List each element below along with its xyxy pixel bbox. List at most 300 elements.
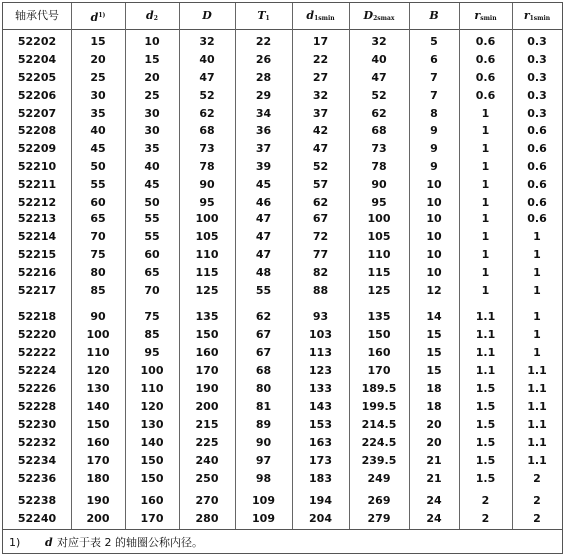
table-cell: 10 bbox=[426, 196, 442, 209]
table-cell: 25 bbox=[90, 71, 106, 84]
table-cell: 103 bbox=[309, 328, 332, 341]
table-cell: 1 bbox=[481, 212, 490, 225]
table-cell: 95 bbox=[371, 196, 387, 209]
table-cell: 7 bbox=[430, 71, 438, 84]
header-subscript: 1smin bbox=[314, 15, 335, 22]
bearing-code-cell: 52206 bbox=[17, 89, 57, 102]
table-cell: 100 bbox=[367, 212, 391, 225]
table-cell: 78 bbox=[199, 160, 215, 173]
table-cell: 204 bbox=[309, 512, 332, 525]
table-cell: 90 bbox=[90, 310, 106, 323]
column-header bbox=[459, 3, 512, 29]
bearing-code-cell: 52224 bbox=[17, 364, 57, 377]
table-cell: 22 bbox=[255, 35, 272, 48]
table-cell: 1 bbox=[481, 230, 490, 243]
header-symbol: D bbox=[202, 9, 212, 22]
header-symbol: D bbox=[363, 9, 374, 22]
table-cell: 200 bbox=[195, 400, 219, 413]
table-cell: 1 bbox=[533, 266, 541, 279]
table-cell: 1.1 bbox=[475, 346, 496, 359]
table-cell: 47 bbox=[199, 71, 215, 84]
column-header bbox=[235, 3, 292, 29]
table-cell: 52 bbox=[199, 89, 215, 102]
bearing-code-cell: 52204 bbox=[17, 53, 57, 66]
table-cell: 37 bbox=[255, 142, 272, 155]
table-cell: 32 bbox=[371, 35, 387, 48]
table-cell: 200 bbox=[86, 512, 110, 525]
table-cell: 0.3 bbox=[527, 53, 547, 66]
table-cell: 60 bbox=[144, 248, 160, 261]
table-cell: 55 bbox=[144, 230, 160, 243]
table-cell: 90 bbox=[255, 436, 272, 449]
table-cell: 0.6 bbox=[527, 142, 547, 155]
table-cell: 150 bbox=[86, 418, 110, 431]
bearing-code-cell: 52238 bbox=[17, 494, 57, 507]
table-cell: 73 bbox=[371, 142, 387, 155]
table-cell: 24 bbox=[426, 494, 442, 507]
header-subscript: smin bbox=[480, 15, 497, 22]
table-cell: 20 bbox=[426, 418, 442, 431]
table-cell: 30 bbox=[144, 107, 160, 120]
table-cell: 109 bbox=[252, 494, 275, 507]
bearing-code-cell: 52212 bbox=[17, 196, 57, 209]
table-cell: 80 bbox=[90, 266, 106, 279]
table-cell: 67 bbox=[255, 328, 272, 341]
table-cell: 0.6 bbox=[527, 212, 547, 225]
bearing-code-cell: 52213 bbox=[17, 212, 57, 225]
table-cell: 1 bbox=[533, 284, 541, 297]
bearing-code-cell: 52214 bbox=[17, 230, 57, 243]
table-cell: 160 bbox=[367, 346, 391, 359]
bearing-code-cell: 52230 bbox=[17, 418, 57, 431]
table-cell: 75 bbox=[144, 310, 160, 323]
table-cell: 5 bbox=[430, 35, 438, 48]
table-cell: 35 bbox=[144, 142, 160, 155]
table-cell: 24 bbox=[426, 512, 442, 525]
table-cell: 45 bbox=[144, 178, 160, 191]
table-cell: 73 bbox=[199, 142, 215, 155]
table-cell: 170 bbox=[195, 364, 219, 377]
table-cell: 36 bbox=[255, 124, 272, 137]
table-cell: 140 bbox=[140, 436, 164, 449]
table-cell: 189.5 bbox=[361, 382, 397, 395]
bearing-code-cell: 52211 bbox=[17, 178, 57, 191]
bearing-code-cell: 52220 bbox=[17, 328, 57, 341]
table-cell: 62 bbox=[371, 107, 387, 120]
table-cell: 1 bbox=[481, 142, 490, 155]
table-cell: 1 bbox=[481, 284, 490, 297]
table-cell: 0.6 bbox=[527, 196, 547, 209]
table-cell: 2 bbox=[481, 494, 490, 507]
table-cell: 2 bbox=[533, 472, 541, 485]
table-cell: 1.5 bbox=[475, 400, 496, 413]
table-cell: 32 bbox=[199, 35, 215, 48]
table-cell: 1 bbox=[481, 178, 490, 191]
table-cell: 81 bbox=[255, 400, 272, 413]
table-cell: 9 bbox=[430, 160, 438, 173]
table-cell: 109 bbox=[252, 512, 275, 525]
table-cell: 0.6 bbox=[527, 124, 547, 137]
table-cell: 1 bbox=[481, 107, 490, 120]
table-cell: 1 bbox=[481, 124, 490, 137]
footnote-symbol: d bbox=[45, 536, 53, 549]
header-symbol: 轴承代号 bbox=[15, 9, 59, 22]
table-cell: 269 bbox=[367, 494, 391, 507]
table-cell: 135 bbox=[367, 310, 391, 323]
bearing-code-cell: 52216 bbox=[17, 266, 57, 279]
table-cell: 55 bbox=[144, 212, 160, 225]
table-cell: 110 bbox=[195, 248, 219, 261]
table-cell: 47 bbox=[312, 142, 329, 155]
table-cell: 39 bbox=[255, 160, 272, 173]
table-cell: 100 bbox=[140, 364, 164, 377]
column-header bbox=[125, 3, 179, 29]
header-subscript: 1smin bbox=[529, 15, 551, 22]
table-cell: 15 bbox=[426, 328, 442, 341]
table-cell: 1 bbox=[481, 160, 490, 173]
table-cell: 47 bbox=[255, 212, 272, 225]
table-cell: 215 bbox=[195, 418, 219, 431]
table-cell: 93 bbox=[312, 310, 329, 323]
table-cell: 150 bbox=[195, 328, 219, 341]
table-cell: 28 bbox=[255, 71, 272, 84]
table-cell: 10 bbox=[426, 248, 442, 261]
table-cell: 150 bbox=[140, 472, 164, 485]
footnote-number: 1) bbox=[9, 536, 21, 549]
table-cell: 90 bbox=[199, 178, 215, 191]
table-cell: 72 bbox=[312, 230, 329, 243]
table-cell: 135 bbox=[195, 310, 219, 323]
bearing-code-cell: 52215 bbox=[17, 248, 57, 261]
table-cell: 40 bbox=[144, 160, 160, 173]
header-superscript: 1) bbox=[98, 12, 106, 19]
table-cell: 0.3 bbox=[527, 89, 547, 102]
header-symbol: T bbox=[257, 9, 266, 22]
table-cell: 20 bbox=[144, 71, 160, 84]
table-cell: 40 bbox=[199, 53, 215, 66]
table-cell: 1 bbox=[533, 328, 541, 341]
table-cell: 1.5 bbox=[475, 436, 496, 449]
table-cell: 40 bbox=[90, 124, 106, 137]
table-cell: 1.5 bbox=[475, 418, 496, 431]
table-cell: 160 bbox=[195, 346, 219, 359]
table-cell: 1.1 bbox=[527, 418, 547, 431]
table-cell: 8 bbox=[430, 107, 438, 120]
table-cell: 78 bbox=[371, 160, 387, 173]
table-cell: 27 bbox=[312, 71, 329, 84]
table-cell: 225 bbox=[195, 436, 219, 449]
table-cell: 89 bbox=[255, 418, 272, 431]
table-cell: 21 bbox=[426, 454, 442, 467]
table-cell: 0.3 bbox=[527, 35, 547, 48]
table-cell: 10 bbox=[426, 266, 442, 279]
table-cell: 67 bbox=[255, 346, 272, 359]
table-cell: 52 bbox=[312, 160, 329, 173]
table-cell: 52 bbox=[371, 89, 387, 102]
table-cell: 10 bbox=[144, 35, 160, 48]
table-cell: 183 bbox=[309, 472, 332, 485]
table-cell: 249 bbox=[367, 472, 391, 485]
table-cell: 20 bbox=[90, 53, 106, 66]
table-cell: 153 bbox=[309, 418, 332, 431]
table-cell: 68 bbox=[255, 364, 272, 377]
table-cell: 1.1 bbox=[527, 454, 547, 467]
table-cell: 1 bbox=[481, 196, 490, 209]
column-header bbox=[71, 3, 125, 29]
column-header bbox=[512, 3, 562, 29]
table-cell: 57 bbox=[312, 178, 329, 191]
table-cell: 2 bbox=[533, 494, 541, 507]
table-cell: 120 bbox=[140, 400, 164, 413]
table-cell: 15 bbox=[426, 364, 442, 377]
table-cell: 60 bbox=[90, 196, 106, 209]
table-cell: 62 bbox=[255, 310, 272, 323]
table-cell: 70 bbox=[144, 284, 160, 297]
table-cell: 0.6 bbox=[527, 178, 547, 191]
table-cell: 1 bbox=[481, 266, 490, 279]
table-cell: 1.1 bbox=[475, 364, 496, 377]
table-cell: 140 bbox=[86, 400, 110, 413]
table-cell: 133 bbox=[309, 382, 332, 395]
table-cell: 1 bbox=[533, 248, 541, 261]
table-cell: 98 bbox=[255, 472, 272, 485]
header-subscript: 2smax bbox=[373, 15, 395, 22]
table-cell: 214.5 bbox=[361, 418, 397, 431]
header-symbol: d bbox=[146, 9, 154, 22]
table-cell: 97 bbox=[255, 454, 272, 467]
table-cell: 0.6 bbox=[475, 71, 496, 84]
table-cell: 25 bbox=[144, 89, 160, 102]
header-symbol: B bbox=[429, 9, 439, 22]
table-cell: 95 bbox=[199, 196, 215, 209]
table-cell: 1.5 bbox=[475, 454, 496, 467]
table-cell: 160 bbox=[140, 494, 164, 507]
table-cell: 173 bbox=[309, 454, 332, 467]
header-symbol: d bbox=[90, 11, 99, 24]
table-cell: 48 bbox=[255, 266, 272, 279]
header-symbol: r bbox=[474, 9, 481, 22]
table-cell: 105 bbox=[367, 230, 391, 243]
table-cell: 95 bbox=[144, 346, 160, 359]
table-cell: 1 bbox=[481, 248, 490, 261]
table-cell: 0.6 bbox=[475, 35, 496, 48]
table-cell: 100 bbox=[195, 212, 219, 225]
table-cell: 190 bbox=[195, 382, 219, 395]
table-cell: 239.5 bbox=[361, 454, 397, 467]
table-cell: 1 bbox=[533, 346, 541, 359]
bearing-code-cell: 52202 bbox=[17, 35, 57, 48]
table-cell: 10 bbox=[426, 178, 442, 191]
table-cell: 280 bbox=[195, 512, 219, 525]
table-cell: 150 bbox=[367, 328, 391, 341]
table-cell: 68 bbox=[371, 124, 387, 137]
table-cell: 20 bbox=[426, 436, 442, 449]
table-cell: 88 bbox=[312, 284, 329, 297]
bearing-code-cell: 52207 bbox=[17, 107, 57, 120]
table-cell: 15 bbox=[90, 35, 106, 48]
table-cell: 75 bbox=[90, 248, 106, 261]
table-cell: 120 bbox=[86, 364, 110, 377]
table-cell: 55 bbox=[90, 178, 106, 191]
table-cell: 170 bbox=[367, 364, 391, 377]
column-header bbox=[179, 3, 235, 29]
table-cell: 2 bbox=[481, 512, 490, 525]
table-cell: 1 bbox=[533, 310, 541, 323]
table-cell: 100 bbox=[86, 328, 110, 341]
column-header bbox=[292, 3, 349, 29]
table-cell: 90 bbox=[371, 178, 387, 191]
table-cell: 199.5 bbox=[361, 400, 397, 413]
table-cell: 17 bbox=[312, 35, 329, 48]
table-cell: 1.5 bbox=[475, 382, 496, 395]
table-cell: 1.1 bbox=[475, 310, 496, 323]
table-cell: 18 bbox=[426, 400, 442, 413]
table-cell: 10 bbox=[426, 230, 442, 243]
table-cell: 7 bbox=[430, 89, 438, 102]
table-cell: 190 bbox=[86, 494, 110, 507]
table-cell: 34 bbox=[255, 107, 272, 120]
table-cell: 0.3 bbox=[527, 71, 547, 84]
table-cell: 45 bbox=[255, 178, 272, 191]
table-cell: 42 bbox=[312, 124, 329, 137]
table-cell: 0.6 bbox=[475, 53, 496, 66]
table-cell: 12 bbox=[426, 284, 442, 297]
table-cell: 14 bbox=[426, 310, 442, 323]
table-cell: 46 bbox=[255, 196, 272, 209]
table-footnote bbox=[3, 529, 562, 554]
table-cell: 125 bbox=[367, 284, 391, 297]
table-cell: 15 bbox=[426, 346, 442, 359]
footnote-text: 对应于表 2 的轴圈公称内径。 bbox=[57, 536, 203, 549]
table-cell: 45 bbox=[90, 142, 106, 155]
table-cell: 62 bbox=[199, 107, 215, 120]
table-cell: 240 bbox=[195, 454, 219, 467]
table-cell: 115 bbox=[367, 266, 391, 279]
table-cell: 47 bbox=[371, 71, 387, 84]
table-cell: 9 bbox=[430, 124, 438, 137]
bearing-code-cell: 52234 bbox=[17, 454, 57, 467]
table-cell: 37 bbox=[312, 107, 329, 120]
table-cell: 9 bbox=[430, 142, 438, 155]
column-header bbox=[349, 3, 409, 29]
table-cell: 80 bbox=[255, 382, 272, 395]
bearing-code-cell: 52218 bbox=[17, 310, 57, 323]
table-cell: 180 bbox=[86, 472, 110, 485]
bearing-code-cell: 52210 bbox=[17, 160, 57, 173]
table-cell: 110 bbox=[140, 382, 164, 395]
table-cell: 194 bbox=[309, 494, 332, 507]
table-cell: 35 bbox=[90, 107, 106, 120]
table-cell: 0.3 bbox=[527, 107, 547, 120]
column-header bbox=[409, 3, 459, 29]
table-cell: 170 bbox=[140, 512, 164, 525]
table-cell: 105 bbox=[195, 230, 219, 243]
table-cell: 0.6 bbox=[475, 89, 496, 102]
table-cell: 1.1 bbox=[527, 400, 547, 413]
bearing-code-cell: 52226 bbox=[17, 382, 57, 395]
table-cell: 1.1 bbox=[527, 382, 547, 395]
table-cell: 40 bbox=[371, 53, 387, 66]
table-cell: 82 bbox=[312, 266, 329, 279]
table-cell: 125 bbox=[195, 284, 219, 297]
table-cell: 70 bbox=[90, 230, 106, 243]
table-cell: 115 bbox=[195, 266, 219, 279]
table-cell: 50 bbox=[144, 196, 160, 209]
table-cell: 1.1 bbox=[527, 436, 547, 449]
table-cell: 113 bbox=[309, 346, 332, 359]
table-cell: 270 bbox=[195, 494, 219, 507]
table-cell: 65 bbox=[90, 212, 106, 225]
table-cell: 68 bbox=[199, 124, 215, 137]
table-cell: 130 bbox=[140, 418, 164, 431]
table-cell: 2 bbox=[533, 512, 541, 525]
table-cell: 65 bbox=[144, 266, 160, 279]
table-cell: 10 bbox=[426, 212, 442, 225]
bearing-code-cell: 52232 bbox=[17, 436, 57, 449]
bearing-code-cell: 52205 bbox=[17, 71, 57, 84]
bearing-code-cell: 52228 bbox=[17, 400, 57, 413]
header-subscript: 1 bbox=[265, 15, 270, 22]
table-cell: 50 bbox=[90, 160, 106, 173]
table-cell: 47 bbox=[255, 230, 272, 243]
bearing-code-cell: 52209 bbox=[17, 142, 57, 155]
table-cell: 1.1 bbox=[475, 328, 496, 341]
table-cell: 110 bbox=[86, 346, 110, 359]
bearing-code-cell: 52217 bbox=[17, 284, 57, 297]
table-cell: 110 bbox=[367, 248, 391, 261]
table-cell: 67 bbox=[312, 212, 329, 225]
table-cell: 279 bbox=[367, 512, 391, 525]
table-cell: 0.6 bbox=[527, 160, 547, 173]
table-cell: 18 bbox=[426, 382, 442, 395]
table-cell: 85 bbox=[90, 284, 106, 297]
bearing-code-cell: 52240 bbox=[17, 512, 57, 525]
table-cell: 32 bbox=[312, 89, 329, 102]
table-cell: 1.5 bbox=[475, 472, 496, 485]
table-cell: 250 bbox=[195, 472, 219, 485]
table-cell: 22 bbox=[312, 53, 329, 66]
table-cell: 26 bbox=[255, 53, 272, 66]
header-symbol: d bbox=[306, 9, 315, 22]
table-cell: 29 bbox=[255, 89, 272, 102]
table-cell: 123 bbox=[309, 364, 332, 377]
bearing-code-cell: 52208 bbox=[17, 124, 57, 137]
table-cell: 130 bbox=[86, 382, 110, 395]
table-cell: 77 bbox=[312, 248, 329, 261]
table-cell: 170 bbox=[86, 454, 110, 467]
header-subscript: 2 bbox=[153, 15, 158, 22]
table-cell: 15 bbox=[144, 53, 160, 66]
table-cell: 47 bbox=[255, 248, 272, 261]
table-cell: 1.1 bbox=[527, 364, 547, 377]
table-cell: 224.5 bbox=[361, 436, 397, 449]
table-cell: 1 bbox=[533, 230, 541, 243]
bearing-code-cell: 52222 bbox=[17, 346, 57, 359]
table-cell: 163 bbox=[309, 436, 332, 449]
header-symbol: r bbox=[523, 9, 530, 22]
table-cell: 160 bbox=[86, 436, 110, 449]
table-cell: 30 bbox=[144, 124, 160, 137]
table-cell: 85 bbox=[144, 328, 160, 341]
table-cell: 55 bbox=[255, 284, 272, 297]
column-header bbox=[3, 3, 71, 29]
table-cell: 150 bbox=[140, 454, 164, 467]
bearing-code-cell: 52236 bbox=[17, 472, 57, 485]
table-cell: 21 bbox=[426, 472, 442, 485]
table-cell: 6 bbox=[430, 53, 438, 66]
table-cell: 143 bbox=[309, 400, 332, 413]
table-cell: 62 bbox=[312, 196, 329, 209]
